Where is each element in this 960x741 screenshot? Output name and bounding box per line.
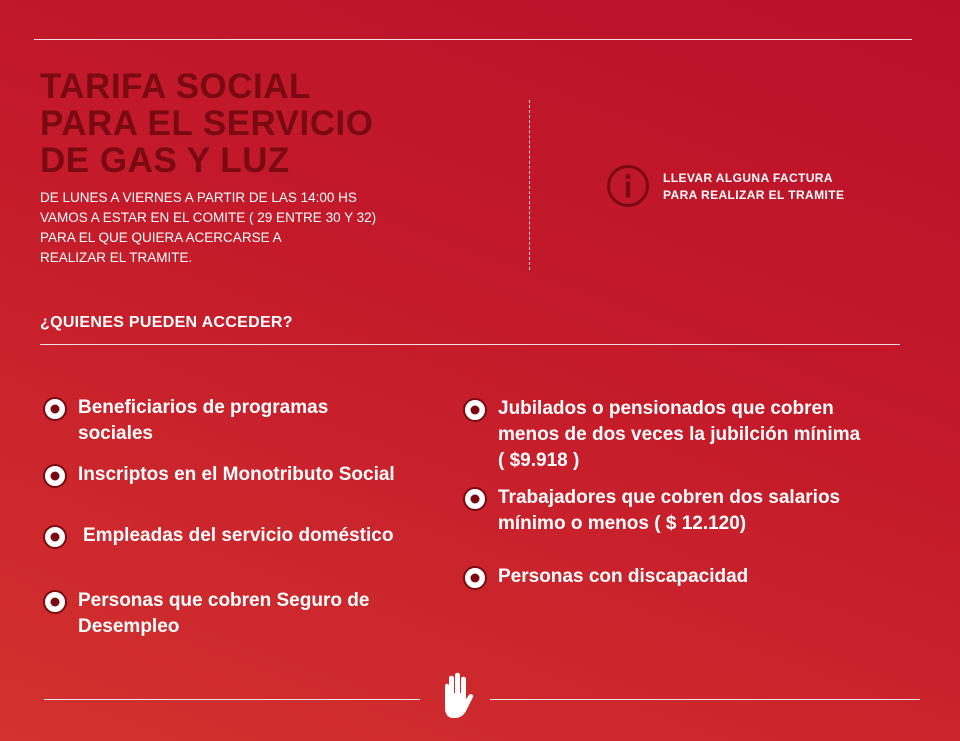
schedule-line: REALIZAR EL TRAMITE. <box>40 250 193 265</box>
item-line: mínimo o menos ( $ 12.120) <box>498 513 747 534</box>
eligibility-item-text <box>78 395 328 447</box>
schedule-line: VAMOS A ESTAR EN EL COMITE ( 29 ENTRE 30 Y 32) <box>40 210 377 225</box>
eligibility-item-text <box>498 396 860 474</box>
eligibility-item <box>42 395 328 447</box>
schedule-info <box>40 188 376 268</box>
top-divider <box>34 39 912 40</box>
radio-bullet-icon <box>42 396 68 422</box>
eligibility-item <box>462 485 840 537</box>
footer-divider-left <box>44 699 420 700</box>
eligibility-item <box>462 564 748 591</box>
vertical-separator <box>529 100 530 270</box>
title-line: DE GAS Y LUZ <box>40 141 290 180</box>
radio-bullet-icon <box>462 486 488 512</box>
radio-bullet-icon <box>42 589 68 615</box>
schedule-line: DE LUNES A VIERNES A PARTIR DE LAS 14:00 HS <box>40 190 357 205</box>
info-note <box>663 170 844 204</box>
title-line: TARIFA SOCIAL <box>40 67 311 106</box>
item-line: Empleadas del servicio doméstico <box>83 525 394 546</box>
item-line: Trabajadores que cobren dos salarios <box>498 487 841 508</box>
radio-bullet-icon <box>462 565 488 591</box>
info-note-line: PARA REALIZAR EL TRAMITE <box>663 188 845 202</box>
item-line: sociales <box>78 423 153 444</box>
hand-logo-icon <box>437 672 477 720</box>
eligibility-item-text <box>498 485 840 537</box>
item-line: Desempleo <box>78 616 180 637</box>
eligibility-item-text <box>78 462 395 488</box>
item-line: Beneficiarios de programas <box>78 397 329 418</box>
eligibility-item-text <box>83 523 393 549</box>
section-divider <box>40 344 900 345</box>
item-line: Jubilados o pensionados que cobren <box>498 398 834 419</box>
page-title <box>40 68 373 179</box>
item-line: ( $9.918 ) <box>498 450 580 471</box>
eligibility-item <box>42 523 393 550</box>
eligibility-item <box>42 462 395 489</box>
eligibility-item <box>462 396 860 474</box>
item-line: Personas con discapacidad <box>498 566 749 587</box>
radio-bullet-icon <box>462 397 488 423</box>
section-title: ¿QUIENES PUEDEN ACCEDER? <box>40 314 293 331</box>
item-line: Personas que cobren Seguro de <box>78 590 370 611</box>
footer-divider-right <box>490 699 920 700</box>
eligibility-item <box>42 588 369 640</box>
eligibility-item-text <box>78 588 369 640</box>
item-line: Inscriptos en el Monotributo Social <box>78 464 395 485</box>
item-line: menos de dos veces la jubilción mínima <box>498 424 861 445</box>
eligibility-item-text <box>498 564 748 590</box>
schedule-line: PARA EL QUE QUIERA ACERCARSE A <box>40 230 282 245</box>
info-note-line: LLEVAR ALGUNA FACTURA <box>663 171 833 185</box>
title-line: PARA EL SERVICIO <box>40 104 374 143</box>
radio-bullet-icon <box>42 524 68 550</box>
info-icon <box>606 164 650 208</box>
radio-bullet-icon <box>42 463 68 489</box>
